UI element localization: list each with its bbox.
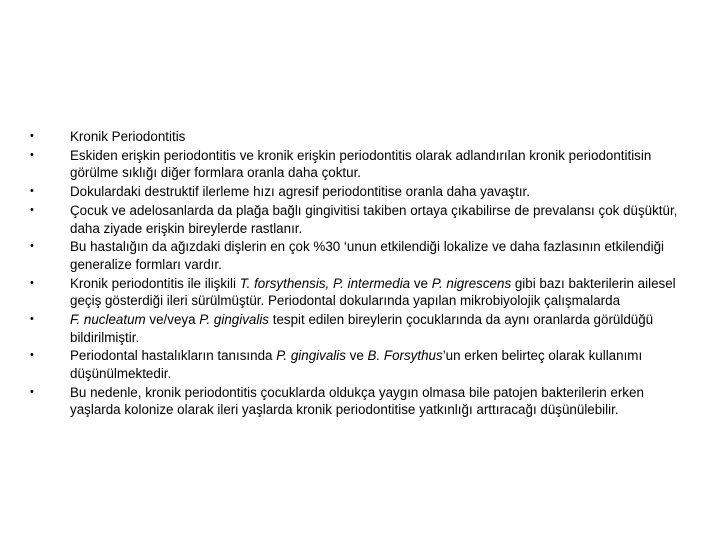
bullet-dot-icon: • (30, 313, 34, 326)
bullet-item (0, 128, 680, 146)
bullet-dot-icon: • (30, 276, 34, 289)
text-segment: Dokulardaki destruktif ilerleme hızı agresif periodontitise oranla daha yavaştır. (70, 184, 530, 200)
text-segment: Eskiden erişkin periodontitis ve kronik erişkin periodontitis olarak adlandırılan kronik periodontitisin görülme sıklığı diğer formlara oranla daha çoktur. (70, 147, 652, 181)
italic-text-segment: B. Forsythus (367, 348, 443, 364)
italic-text-segment: F. nucleatum (70, 312, 146, 328)
bullet-text (70, 184, 530, 199)
bullet-text (70, 348, 642, 381)
text-segment: Bu hastalığın da ağızdaki dişlerin en çok %30 ‘unun etkilendiği lokalize ve daha fazlasının etkilendiği generalize formları vardır. (70, 239, 665, 272)
bullet-dot-icon: • (30, 349, 34, 362)
bullet-item (0, 183, 680, 201)
italic-text-segment: P. nigrescens (431, 275, 512, 291)
text-segment: Kronik periodontitis ile ilişkili (70, 275, 240, 291)
italic-text-segment: T. forsythensis, P. intermedia (239, 275, 411, 291)
bullet-text (70, 385, 644, 418)
bullet-text (70, 148, 651, 181)
text-segment: gibi bazı bakterilerin ailesel geçiş gösterdiği ileri sürülmüştür. Periodontal dokularında yapılan mikrobiyolojik çalışmalarda (70, 275, 676, 309)
text-segment: Kronik Periodontitis (70, 129, 186, 144)
bullet-item (0, 311, 680, 346)
text-segment: ve (345, 348, 368, 364)
text-segment: Bu nedenle, kronik periodontitis çocuklarda oldukça yaygın olmasa bile patojen bakterilerin erken yaşlarda kolonize olarak ileri yaşlarda kronik periodontitise yatkınlığı arttıracağı düşünülebilir. (70, 384, 644, 418)
bullet-item (0, 202, 680, 237)
italic-text-segment: P. gingivalis (199, 312, 270, 328)
bullet-dot-icon: • (30, 148, 34, 161)
text-segment: tespit edilen bireylerin çocuklarında da aynı oranlarda görüldüğü bildirilmiştir. (70, 312, 654, 345)
text-segment: Çocuk ve adelosanlarda da plağa bağlı gingivitisi takiben ortaya çıkabilirse de prevalansı çok düşüktür, daha ziyade erişkin bireylerde rastlanır. (70, 202, 678, 236)
bullet-dot-icon: • (30, 240, 34, 253)
bullet-item (0, 347, 680, 382)
bullet-text (70, 239, 664, 272)
text-segment: Periodontal hastalıkların tanısında (70, 348, 277, 364)
bullet-text (70, 276, 676, 309)
bullet-dot-icon: • (30, 130, 34, 142)
text-segment: ve/veya (145, 312, 200, 328)
bullet-text (70, 203, 677, 236)
bullet-item (0, 384, 680, 419)
bullet-dot-icon: • (30, 385, 34, 398)
bullet-dot-icon: • (30, 203, 34, 216)
bullet-item (0, 238, 680, 273)
italic-text-segment: P. gingivalis (276, 348, 346, 364)
text-segment: ’un erken belirteç olarak kullanımı düşünülmektedir. (70, 348, 643, 382)
bullet-dot-icon: • (30, 185, 34, 198)
bullet-item (0, 275, 680, 310)
bullet-text (70, 129, 185, 144)
bullet-list (0, 128, 680, 420)
text-segment: ve (410, 275, 432, 291)
bullet-text (70, 312, 653, 345)
bullet-item (0, 147, 680, 182)
